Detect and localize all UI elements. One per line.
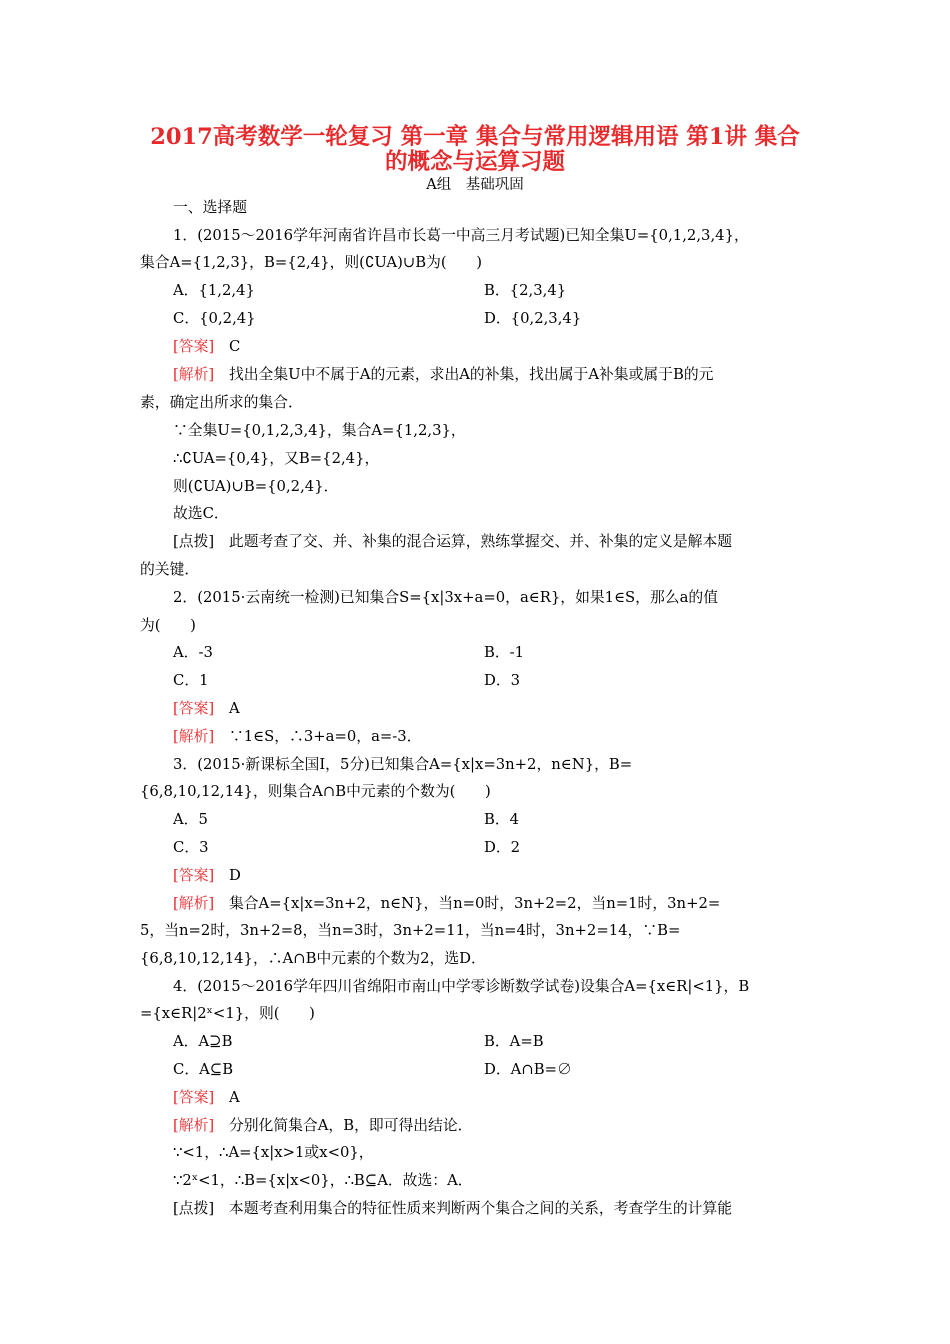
text-line: D．A∩B=∅ [484, 1061, 572, 1078]
text-line: C．3 [173, 839, 209, 856]
text-line: C．1 [173, 672, 209, 689]
answer-tag: [解析] [173, 1117, 215, 1134]
text-line: 的关键． [140, 561, 200, 578]
answer-tag: [答案] [173, 700, 215, 717]
text-line: [点拨] 本题考查利用集合的特征性质来判断两个集合之间的关系，考查学生的计算能 [173, 1200, 733, 1217]
text-line: D．{0,2,3,4} [484, 310, 582, 327]
answer-tag: [答案] [173, 1089, 215, 1106]
text-line: B．{2,3,4} [484, 282, 567, 299]
answer-tag: [解析] [173, 728, 215, 745]
text-line: [点拨] 此题考查了交、并、补集的混合运算，熟练掌握交、并、补集的定义是解本题 [173, 533, 733, 550]
text-line: 则(∁UA)∪B={0,2,4}． [173, 478, 339, 495]
answer-tag: [解析] [173, 366, 215, 383]
group-heading: A组 基础巩固 [426, 177, 524, 193]
text-line: 1．(2015～2016学年河南省许昌市长葛一中高三月考试题)已知全集U={0,1,2,3,4}， [173, 227, 749, 244]
text-line: [答案] D [173, 867, 241, 884]
text-line: {6,8,10,12,14}，则集合A∩B中元素的个数为( ) [140, 783, 491, 800]
text-line: [答案] C [173, 338, 241, 355]
text-line: 素，确定出所求的集合． [140, 394, 303, 411]
text-line: 一、选择题 [173, 199, 247, 216]
text-line: [答案] A [173, 700, 240, 717]
text-line: ∵全集U={0,1,2,3,4}，集合A={1,2,3}， [173, 422, 466, 439]
text-line: ∵2ˣ<1，∴B={x|x<0}，∴B⊆A．故选：A． [173, 1172, 473, 1189]
document-title-line-2: 的概念与运算习题 [384, 149, 565, 175]
text-line: A．{1,2,4} [173, 282, 255, 299]
text-line: A．5 [173, 811, 208, 828]
text-line: ={x∈R|2ˣ<1}，则( ) [140, 1005, 315, 1022]
text-line: 4．(2015～2016学年四川省绵阳市南山中学零诊断数学试卷)设集合A={x∈R|<1}，B [173, 978, 750, 995]
text-line: B．4 [484, 811, 520, 828]
text-line: 3．(2015·新课标全国Ⅰ，5分)已知集合A={x|x=3n+2，n∈N}，B= [173, 756, 633, 773]
text-line: [解析] 找出全集U中不属于A的元素，求出A的补集，找出属于A补集或属于B的元 [173, 366, 714, 383]
text-line: A．-3 [173, 644, 213, 661]
text-line: D．2 [484, 839, 521, 856]
text-line: [解析] ∵1∈S，∴3+a=0，a=-3． [173, 728, 422, 745]
text-line: 2．(2015·云南统一检测)已知集合S={x|3x+a=0，a∈R}，如果1∈S，那么a的值 [173, 589, 718, 606]
text-line: [解析] 分别化简集合A，B，即可得出结论． [173, 1117, 473, 1134]
text-line: ∵<1，∴A={x|x>1或x<0}， [173, 1144, 374, 1161]
text-line: 为( ) [140, 617, 196, 634]
text-line: 故选C． [173, 505, 229, 522]
text-line: 集合A={1,2,3}，B={2,4}，则(∁UA)∪B为( ) [140, 254, 483, 271]
text-line: B．-1 [484, 644, 525, 661]
document-title-line-1: 2017高考数学一轮复习 第一章 集合与常用逻辑用语 第1讲 集合 [150, 124, 800, 150]
text-line: A．A⊇B [173, 1033, 233, 1050]
text-line: ∴∁UA={0,4}，又B={2,4}， [173, 450, 380, 467]
text-line: [解析] 集合A={x|x=3n+2，n∈N}，当n=0时，3n+2=2，当n=1时，3n+2= [173, 895, 721, 912]
text-line: D．3 [484, 672, 521, 689]
text-line: 5，当n=2时，3n+2=8，当n=3时，3n+2=11，当n=4时，3n+2=14，∵B= [140, 922, 681, 939]
text-line: B．A=B [484, 1033, 544, 1050]
text-line: {6,8,10,12,14}，∴A∩B中元素的个数为2，选D． [140, 950, 486, 967]
answer-tag: [解析] [173, 895, 215, 912]
answer-tag: [答案] [173, 867, 215, 884]
text-line: C．{0,2,4} [173, 310, 256, 327]
text-line: C．A⊆B [173, 1061, 234, 1078]
answer-tag: [答案] [173, 338, 215, 355]
text-line: [答案] A [173, 1089, 240, 1106]
